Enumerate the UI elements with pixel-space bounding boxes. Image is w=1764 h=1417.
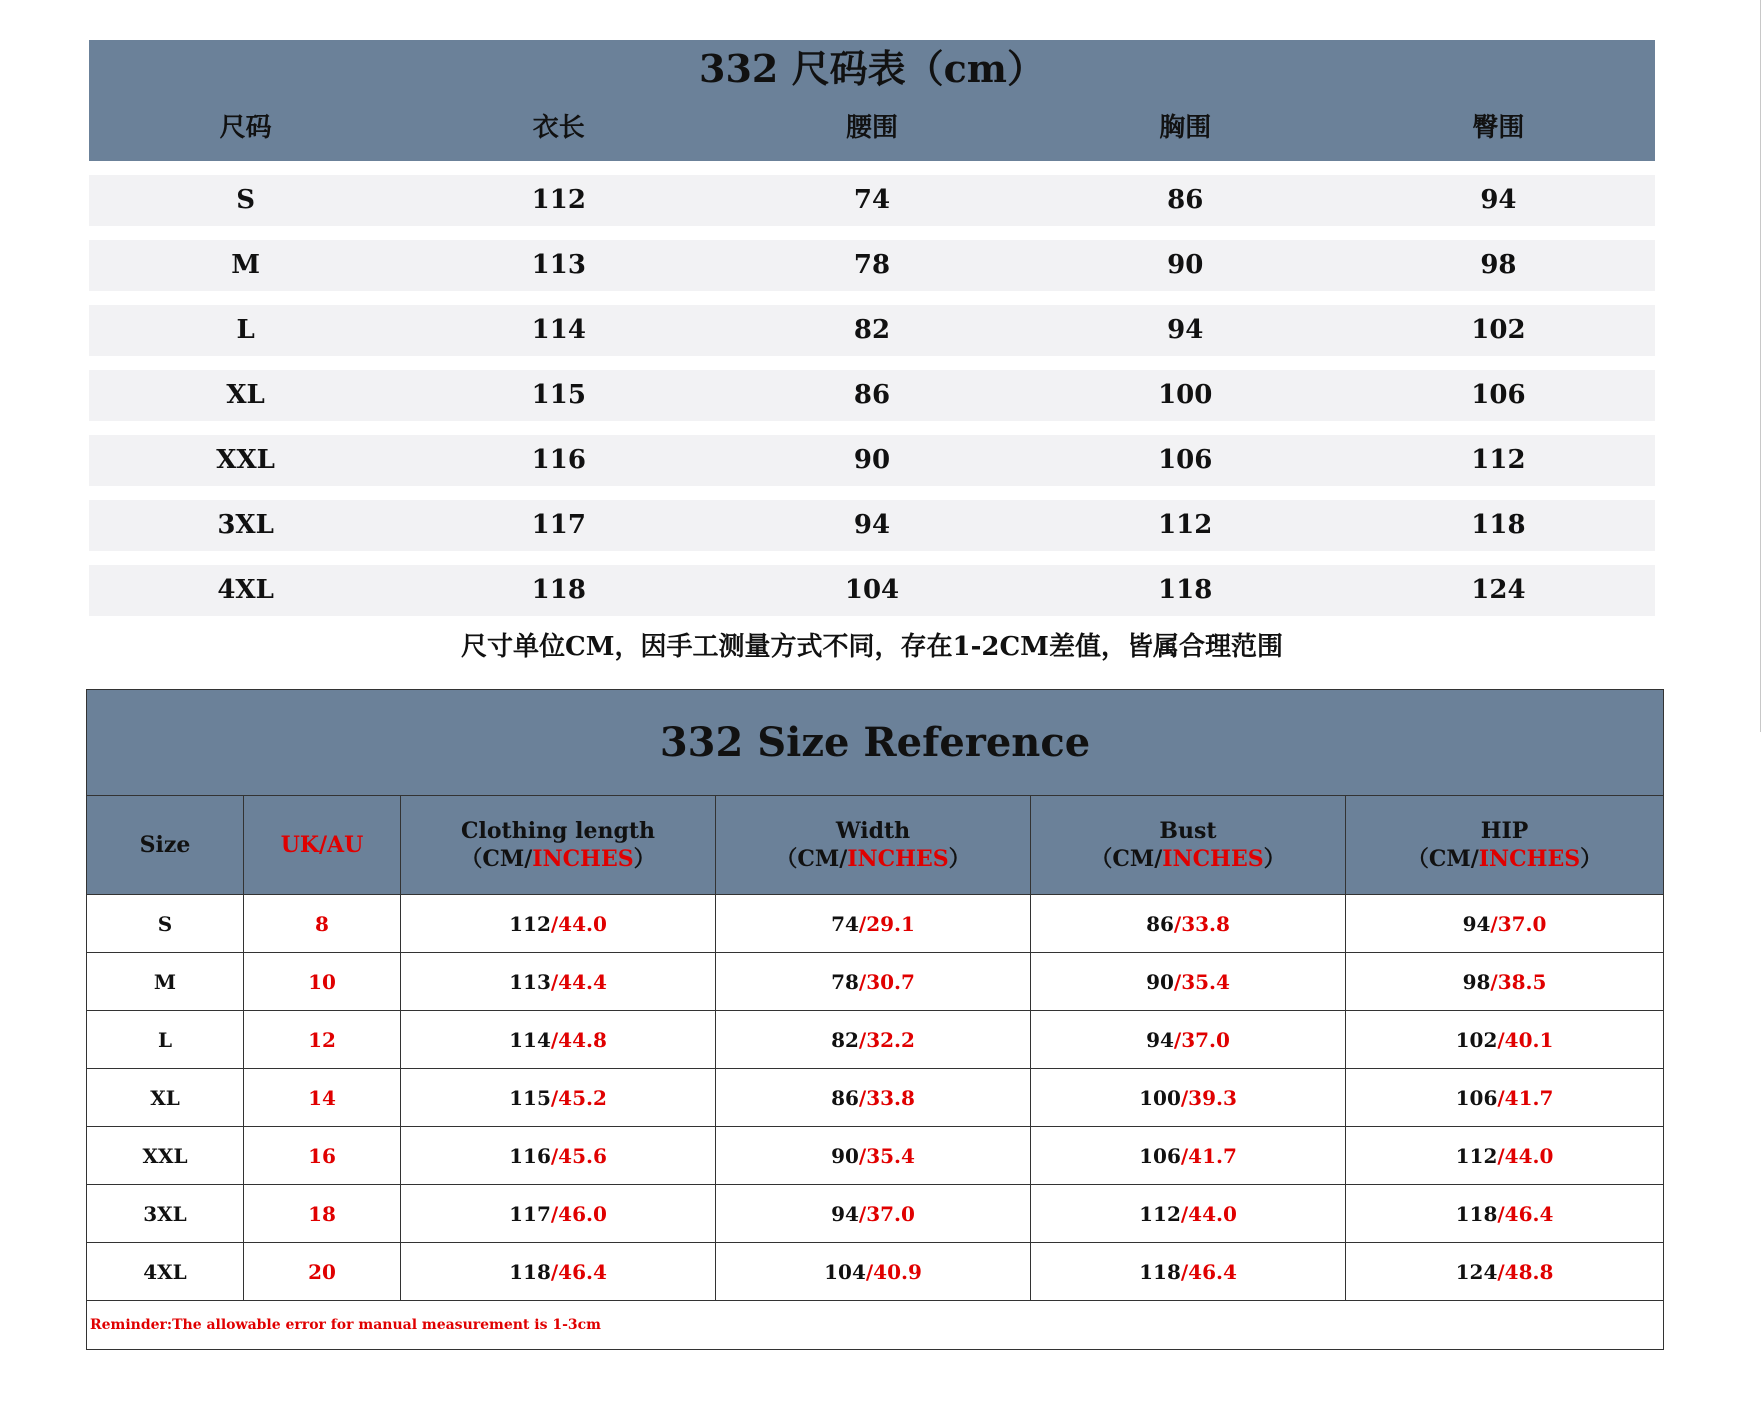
cn-table-cell: 98: [1480, 250, 1517, 280]
inch-value: /45.2: [550, 1085, 607, 1110]
cn-table-cell: 112: [1471, 445, 1526, 475]
en-header-bust: [1031, 796, 1346, 895]
cm-value: 114: [509, 1027, 551, 1052]
en-header-label: Clothing length: [461, 818, 655, 844]
cn-chart-note: 尺寸单位CM，因手工测量方式不同，存在1-2CM差值，皆属合理范围: [461, 632, 1283, 662]
en-header-ukau: UK/AU: [244, 796, 401, 895]
inch-value: /44.0: [1497, 1143, 1554, 1168]
en-header-unit-open: （CM/: [775, 846, 848, 872]
en-header-unit-close: ）: [633, 846, 656, 872]
cn-table-cell: 106: [1158, 445, 1213, 475]
cn-table-cell: XL: [226, 380, 265, 410]
en-measure-cell: [401, 895, 716, 953]
en-size-cell: 3XL: [87, 1185, 244, 1243]
cm-value: 94: [1462, 911, 1491, 936]
en-size-cell: XL: [87, 1069, 244, 1127]
inch-value: /46.0: [550, 1201, 607, 1226]
cm-value: 106: [1139, 1143, 1181, 1168]
en-measure-cell: [1031, 1243, 1346, 1301]
en-ukau-cell: 14: [244, 1069, 401, 1127]
en-header-unit-inches: INCHES: [532, 846, 634, 872]
inch-value: /44.8: [550, 1027, 607, 1052]
inch-value: /35.4: [858, 1143, 915, 1168]
cn-table-cell: L: [236, 315, 255, 345]
en-measure-cell: [1031, 953, 1346, 1011]
cm-value: 82: [831, 1027, 859, 1052]
inch-value: /40.9: [865, 1259, 922, 1284]
en-measure-cell: [401, 1185, 716, 1243]
cm-value: 94: [1146, 1027, 1174, 1052]
inch-value: /48.8: [1497, 1259, 1554, 1284]
en-reminder-row: [87, 1301, 1664, 1350]
en-measure-cell: [401, 1069, 716, 1127]
cn-table-cell: 118: [1471, 510, 1526, 540]
cm-value: 106: [1455, 1085, 1498, 1110]
cm-value: 113: [509, 969, 551, 994]
inch-value: /33.8: [1173, 911, 1230, 936]
en-header-label: Width: [835, 818, 911, 844]
en-measure-cell: [1031, 1127, 1346, 1185]
page-edge-line: [1760, 0, 1761, 732]
inch-value: /39.3: [1180, 1085, 1237, 1110]
cn-table-cell: 90: [853, 445, 891, 475]
inch-value: /40.1: [1497, 1027, 1554, 1052]
en-measure-cell: [401, 1011, 716, 1069]
en-header-width: [716, 796, 1031, 895]
cm-value: 78: [831, 969, 859, 994]
en-size-table: [86, 689, 1664, 1350]
en-header-unit-close: ）: [1263, 846, 1286, 872]
en-measure-cell: [1346, 1069, 1664, 1127]
cm-value: 117: [509, 1201, 551, 1226]
cm-value: 90: [831, 1143, 859, 1168]
en-measure-cell: [1031, 1185, 1346, 1243]
en-header-unit-open: （CM/: [1406, 846, 1479, 872]
cn-table-cell: 4XL: [217, 575, 274, 605]
en-measure-cell: [1031, 1011, 1346, 1069]
en-measure-cell: [716, 953, 1031, 1011]
inch-value: /41.7: [1497, 1085, 1554, 1110]
cn-table-cell: 112: [531, 185, 586, 215]
en-header-unit-close: ）: [1580, 846, 1603, 872]
en-measure-cell: [1346, 1185, 1664, 1243]
inch-value: /46.4: [1497, 1201, 1554, 1226]
inch-value: /32.2: [858, 1027, 915, 1052]
en-measure-cell: [716, 1011, 1031, 1069]
cm-value: 90: [1146, 969, 1174, 994]
en-ukau-cell: 8: [244, 895, 401, 953]
cn-table-cell: 115: [531, 380, 586, 410]
en-size-cell: 4XL: [87, 1243, 244, 1301]
cn-table-row: [89, 500, 1655, 551]
cn-table-row: [89, 370, 1655, 421]
cn-header-bust: 胸围: [1159, 113, 1212, 143]
en-table-row: [87, 895, 1664, 953]
inch-value: /46.4: [1180, 1259, 1237, 1284]
cn-table-cell: 94: [1480, 185, 1517, 215]
en-size-cell: M: [87, 953, 244, 1011]
inch-value: /37.0: [1173, 1027, 1230, 1052]
cm-value: 116: [509, 1143, 551, 1168]
cn-table-row: [89, 435, 1655, 486]
inch-value: /44.0: [1180, 1201, 1237, 1226]
cn-table-cell: 86: [1167, 185, 1204, 215]
cm-value: 118: [509, 1259, 551, 1284]
en-header-label: HIP: [1480, 818, 1529, 844]
cn-table-cell: 118: [1158, 575, 1213, 605]
cn-chart-header: [89, 40, 1655, 161]
en-header-unit-inches: INCHES: [1162, 846, 1264, 872]
cn-header-size: 尺码: [219, 113, 272, 143]
cm-value: 112: [1139, 1201, 1181, 1226]
cn-table-cell: XXL: [216, 445, 275, 475]
cn-table-cell: 106: [1471, 380, 1526, 410]
cn-table-cell: 114: [531, 315, 586, 345]
cn-table-cell: S: [236, 185, 255, 215]
en-measure-cell: [716, 1069, 1031, 1127]
cn-table-row: [89, 175, 1655, 226]
cn-table-cell: 112: [1158, 510, 1213, 540]
en-measure-cell: [716, 1127, 1031, 1185]
cn-table-row: [89, 305, 1655, 356]
cn-header-waist: 腰围: [846, 113, 899, 143]
cm-value: 115: [509, 1085, 551, 1110]
en-measure-cell: [401, 953, 716, 1011]
inch-value: /29.1: [858, 911, 915, 936]
en-measure-cell: [716, 895, 1031, 953]
cm-value: 118: [1455, 1201, 1498, 1226]
cn-table-cell: 104: [844, 575, 900, 605]
en-header-unit-inches: INCHES: [1478, 846, 1581, 872]
en-measure-cell: [1346, 953, 1664, 1011]
cm-value: 86: [831, 1085, 859, 1110]
cn-table-cell: 94: [853, 510, 891, 540]
en-measure-cell: [1031, 1069, 1346, 1127]
cn-table-cell: 94: [1167, 315, 1204, 345]
cn-table-cell: 118: [531, 575, 586, 605]
cn-table-cell: 3XL: [217, 510, 274, 540]
cm-value: 100: [1139, 1085, 1181, 1110]
cm-value: 104: [824, 1259, 866, 1284]
cn-table-cell: 86: [853, 380, 891, 410]
en-header-label: Bust: [1159, 818, 1217, 844]
cn-table-cell: 116: [531, 445, 586, 475]
cm-value: 102: [1455, 1027, 1498, 1052]
en-measure-cell: [1031, 895, 1346, 953]
en-table-row: [87, 1011, 1664, 1069]
en-header-clothing-length: [401, 796, 716, 895]
inch-value: /46.4: [550, 1259, 607, 1284]
cn-table-cell: 78: [853, 250, 891, 280]
en-size-cell: XXL: [87, 1127, 244, 1185]
inch-value: /37.0: [1490, 911, 1547, 936]
en-measure-cell: [1346, 1011, 1664, 1069]
inch-value: /33.8: [858, 1085, 915, 1110]
cn-table-cell: 117: [531, 510, 586, 540]
en-ukau-cell: 18: [244, 1185, 401, 1243]
cn-chart-rows: [89, 175, 1655, 630]
en-measure-cell: [1346, 1243, 1664, 1301]
en-table-row: [87, 1243, 1664, 1301]
cm-value: 74: [831, 911, 859, 936]
en-measure-cell: [401, 1127, 716, 1185]
cn-table-row: [89, 240, 1655, 291]
en-size-cell: S: [87, 895, 244, 953]
measurement-reminder: Reminder:The allowable error for manual measurement is 1-3cm: [87, 1301, 1664, 1350]
cn-header-length: 衣长: [532, 113, 585, 143]
en-table-row: [87, 1185, 1664, 1243]
en-measure-cell: [1346, 1127, 1664, 1185]
cn-table-cell: M: [231, 250, 260, 280]
cn-table-cell: 113: [531, 250, 586, 280]
en-table-row: [87, 953, 1664, 1011]
en-header-unit-close: ）: [948, 846, 971, 872]
cn-table-cell: 90: [1167, 250, 1204, 280]
en-ukau-cell: 20: [244, 1243, 401, 1301]
cm-value: 112: [1455, 1143, 1498, 1168]
cm-value: 118: [1139, 1259, 1181, 1284]
inch-value: /44.4: [550, 969, 607, 994]
cn-table-cell: 82: [853, 315, 891, 345]
inch-value: /41.7: [1180, 1143, 1237, 1168]
cn-table-cell: 74: [853, 185, 891, 215]
en-measure-cell: [716, 1243, 1031, 1301]
inch-value: /30.7: [858, 969, 915, 994]
cn-chart-title: 332 尺码表（cm）: [699, 46, 1045, 91]
en-table-row: [87, 1069, 1664, 1127]
cm-value: 86: [1146, 911, 1174, 936]
inch-value: /38.5: [1490, 969, 1547, 994]
en-ukau-cell: 12: [244, 1011, 401, 1069]
en-header-size: Size: [87, 796, 244, 895]
en-header-hip: [1346, 796, 1664, 895]
en-header-unit-open: （CM/: [1090, 846, 1163, 872]
en-table-row: [87, 1127, 1664, 1185]
cn-table-cell: 100: [1158, 380, 1213, 410]
en-header-row: [87, 796, 1664, 895]
cn-header-hip: 臀围: [1472, 113, 1525, 143]
cn-header-row: [89, 104, 1655, 152]
cn-table-cell: 102: [1471, 315, 1526, 345]
cm-value: 124: [1455, 1259, 1498, 1284]
cm-value: 112: [509, 911, 551, 936]
en-header-unit-open: （CM/: [460, 846, 533, 872]
inch-value: /37.0: [858, 1201, 915, 1226]
cn-table-row: [89, 565, 1655, 616]
en-ukau-cell: 10: [244, 953, 401, 1011]
en-ukau-cell: 16: [244, 1127, 401, 1185]
en-chart-title: 332 Size Reference: [87, 690, 1664, 796]
cn-table-cell: 124: [1471, 575, 1526, 605]
cm-value: 94: [831, 1201, 859, 1226]
en-measure-cell: [401, 1243, 716, 1301]
inch-value: /35.4: [1173, 969, 1230, 994]
inch-value: /45.6: [550, 1143, 607, 1168]
en-measure-cell: [1346, 895, 1664, 953]
en-header-unit-inches: INCHES: [847, 846, 949, 872]
en-measure-cell: [716, 1185, 1031, 1243]
en-size-cell: L: [87, 1011, 244, 1069]
inch-value: /44.0: [550, 911, 607, 936]
cm-value: 98: [1462, 969, 1491, 994]
